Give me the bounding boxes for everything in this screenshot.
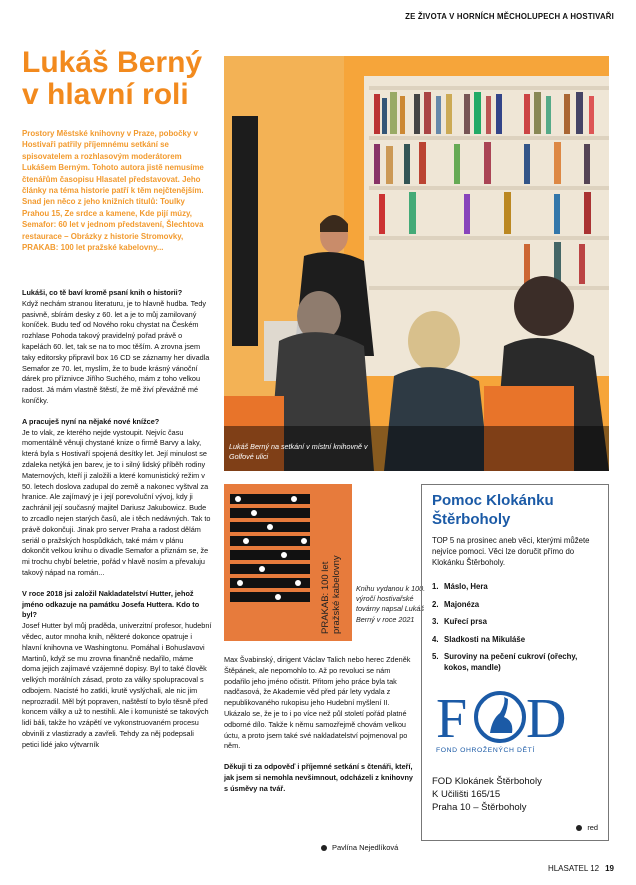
answer: Josef Hutter byl můj pradědа, univerzitní profesor, hudební vědec, autor mnoha knih, některé dokonce opatruje i hlavní knihovna ve Washingtonu. Pomáhal i Bohuslavovi Martinů, když se mu zrovna finančně nedařilo, máme doma jejich zajímavé vzájemné dopisy. Byl to také člověk velkých morálních zásad, proto za války spolupracoval s odbojem. Nacisté ho zatkli, krutě vyslýchali, ale nic jim neprozradil. Měl být popraven, naštěstí to bylo těsně před koncem války a už to nestihli. Ale i komunisté se takových lidí báli, takže ho vzápětí ve vykonstruovaném procesu obvinili z vlastizrady a zavřeli. Tehdy za něj podepsali petici lidé jako výtvarník bbox=[22, 621, 212, 749]
book-caption: Knihu vydanou k 100. výročí hostivařské továrny napsal Lukáš Berný v roce 2021 bbox=[356, 584, 426, 624]
interview-column-1 bbox=[22, 288, 212, 751]
event-photo bbox=[224, 56, 609, 471]
list-item: 1. Máslo, Hera bbox=[432, 582, 488, 591]
book-cover bbox=[224, 484, 352, 641]
box-title: Pomoc Klokánku Štěrboholy bbox=[432, 492, 554, 528]
article-title bbox=[22, 47, 212, 111]
library-scene-image bbox=[224, 56, 609, 471]
book-cover-title bbox=[320, 555, 342, 634]
fod-logo bbox=[434, 689, 584, 759]
address-line: Praha 10 – Štěrboholy bbox=[432, 802, 527, 813]
address-line: K Učilišti 165/15 bbox=[432, 789, 501, 800]
page-number: 19 bbox=[605, 864, 614, 873]
fod-logo-subtitle: FOND OHROŽENÝCH DĚTÍ bbox=[436, 747, 535, 754]
answer-continued: Max Švabinský, dirigent Václav Talich nebo herec Zdeněk Štěpánek, ale nepomohlo to. Až po revoluci se nám podařilo jeho jméno očistit. Přitom jeho práce byla tak nadčasová, že Akademie věd před pár lety vydala z nepublikovaného rukopisu jeho Hudební myšlení II. Ukázalo se, že je to i po více než půl století pořád platné odborné dílo. Takže k němu samozřejmě chovám velkou úctu, a proto jsem také své nakladatelství pojmenoval po něm. bbox=[224, 655, 411, 751]
answer: Je to vlak, ze kterého nejde vystoupit. Nejvíc času momentálně věnuji chystané knize o firmě Barvy a laky, která byla s Hostivaří spojená desítky let. Její minulost se zdaleka netýká jen barev, je to i silný lidský příběh rodiny Maternových, kteří ji založili a které komunistický režim v 50. letech doslova zadupal do země a nakonec vyštval za hranice. Ale zajímavý je i její porevoluční vývoj, kdy ji zachránil její současný majitel Dariusz Jakubowicz. Bude to zrcadlo nejen starých časů, ale i těch nedávných. Tak to právě dokončuji. Jinak pro server Praha a radost dělám seriál o pražských hospůdkách, také mám v plánu dokončit velkou knihu o divadle Semafor a přiznám se, že mi trochu chybí beletrie, pořád v hlavě nosím a převaluju takový nápad na román... bbox=[22, 427, 211, 577]
list-item: 2. Majonéza bbox=[432, 599, 480, 609]
box-intro: TOP 5 na prosinec aneb věci, kterými můžete nejvíce pomoci. Věci lze doručit přímo do Klokánku Štěrboholy. bbox=[432, 536, 590, 567]
top5-list bbox=[432, 581, 600, 680]
list-item: 5. Suroviny na pečení cukroví (ořechy, kokos, mandle) bbox=[432, 652, 578, 672]
page-footer bbox=[548, 864, 614, 873]
article-lead: Prostory Městské knihovny v Praze, pobočky v Hostivaři patřily příjemnému setkání se spisovatelem a rozhlasovým moderátorem Lukášem Berným. Tohoto autora jistě nemusíme čtenářům časopisu Hlasatel představovat. Jeho články na téma historie patří k těm nejčtenějším. Snad jen něco z jeho knižních titulů: Toulky Prahou 15, Ze srdce a kamene, Kde pijí múzy, Semafor: 60 let v jednom představení, Šlechtova restaurace – Obrázky z historie Stromovky, PRAKAB: 100 let pražské kabelovny... bbox=[22, 129, 204, 253]
bullet-icon bbox=[576, 825, 582, 831]
book-cover-title-line-1: PRAKAB: 100 let bbox=[320, 561, 331, 634]
box-signature: red bbox=[576, 823, 598, 832]
help-box bbox=[421, 484, 609, 841]
title-line-2: v hlavní roli bbox=[22, 78, 189, 111]
question: V roce 2018 jsi založil Nakladatelství Hutter, jehož jméno odkazuje na památku Josefa Huttera. Kdo to byl? bbox=[22, 588, 200, 620]
author-name: Pavlína Nejedlíková bbox=[332, 843, 399, 852]
closing-thanks: Děkuji ti za odpověď i příjemné setkání s čtenáři, kteří, jak jsem si nemohla nevšimnout, odcházeli z knihovny s úsměvy na tvář. bbox=[224, 762, 413, 793]
list-item: 4. Sladkosti na Mikuláše bbox=[432, 634, 526, 644]
title-line-1: Lukáš Berný bbox=[22, 46, 203, 79]
address-line: FOD Klokánek Štěrboholy bbox=[432, 776, 542, 787]
section-header: ZE ŽIVOTA V HORNÍCH MĚCHOLUPECH A HOSTIVAŘI bbox=[405, 12, 614, 21]
book-cover-title-line-2: pražské kabelovny bbox=[331, 555, 342, 634]
fod-logo-letter-f: F bbox=[436, 689, 468, 750]
question: A pracuješ nyní na nějaké nové knížce? bbox=[22, 416, 160, 426]
fod-logo-letter-d: D bbox=[526, 689, 567, 750]
magazine-name: HLASATEL 12 bbox=[547, 864, 600, 873]
question: Lukáši, co tě baví kromě psaní knih o historii? bbox=[22, 288, 183, 297]
answer: Když nechám stranou literaturu, je to hlavně hudba. Tedy pasivně, sbírám desky z 60. let a je to můj zamilovaný koníček. Budu teď od Nového roku chystat na Českém rozhlase Pohoda takový pravidelný pořad právě o kapelách 60. let, tak se na to moc těším. A zrovna jsem taky editorsky připravil box 16 CD se záznamy her divadla Semafor ze 70. let, myslím, že to bude krásný vánoční dárek pro příznivce Jiřího Suchého, mám z toho velkou radost. Já mám vlastně štěstí, že mě živí převážně mé koníčky. bbox=[22, 298, 210, 405]
photo-caption: Lukáš Berný na setkání v místní knihovně v Golfové ulici bbox=[229, 442, 368, 461]
bullet-icon bbox=[321, 845, 327, 851]
fod-address bbox=[432, 775, 597, 814]
author-credit bbox=[321, 843, 398, 852]
interview-column-2 bbox=[224, 655, 414, 795]
list-item: 3. Kuřecí prsa bbox=[432, 617, 487, 626]
